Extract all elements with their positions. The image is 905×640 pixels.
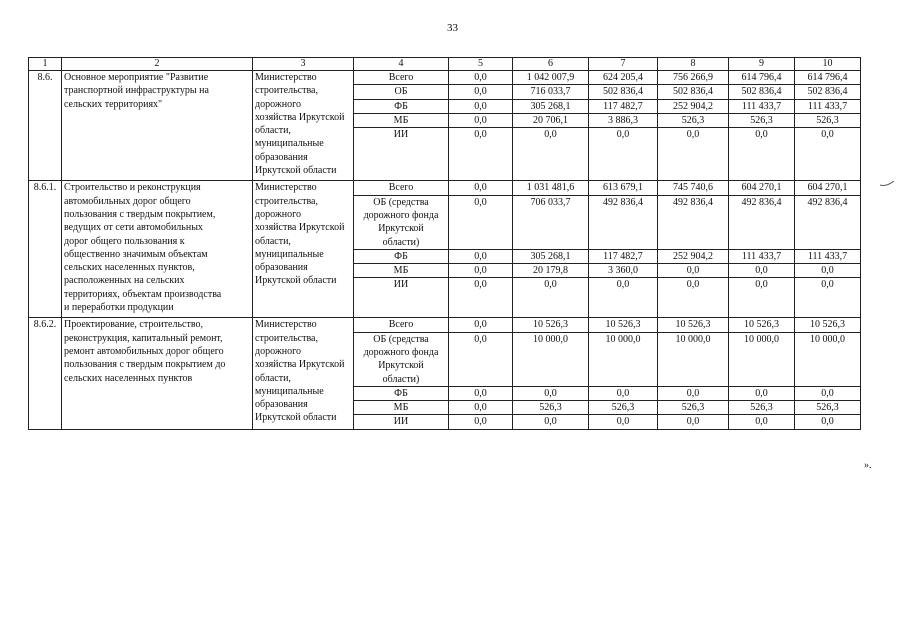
executor-line: образования <box>255 262 308 274</box>
funding-source-line: ИИ <box>393 279 409 291</box>
funding-source-line: дорожного фонда <box>363 346 439 358</box>
amount-cell: 305 268,1 <box>513 99 589 113</box>
executor-line: муниципальные <box>255 138 324 150</box>
amount-cell: 1 042 007,9 <box>513 71 589 85</box>
executor-line: Министерство <box>255 319 317 331</box>
description-line: дорог общего пользования к <box>64 235 185 247</box>
amount-cell: 0,0 <box>658 278 729 318</box>
amount-cell: 111 433,7 <box>795 99 861 113</box>
amount-cell: 0,0 <box>658 128 729 181</box>
amount-cell: 526,3 <box>658 113 729 127</box>
amount-cell: 0,0 <box>449 99 513 113</box>
column-number: 10 <box>795 58 861 71</box>
funding-source-line: ФБ <box>394 250 408 262</box>
funding-source-line: области) <box>382 373 420 385</box>
funding-source <box>354 318 449 332</box>
executor-line: Министерство <box>255 182 317 194</box>
funding-source-line: МБ <box>393 402 409 414</box>
amount-cell: 614 796,4 <box>795 71 861 85</box>
executor-line: хозяйства Иркутской <box>255 111 345 123</box>
amount-cell: 0,0 <box>449 278 513 318</box>
funding-source <box>354 415 449 429</box>
column-number: 2 <box>62 58 253 71</box>
amount-cell: 10 526,3 <box>658 318 729 332</box>
amount-cell: 492 836,4 <box>729 195 795 249</box>
description-line: пользования с твердым покрытием до <box>64 359 226 371</box>
amount-cell: 0,0 <box>589 278 658 318</box>
amount-cell: 526,3 <box>795 113 861 127</box>
amount-cell: 502 836,4 <box>658 85 729 99</box>
amount-cell: 0,0 <box>795 386 861 400</box>
amount-cell: 0,0 <box>449 415 513 429</box>
item-number: 8.6.1. <box>29 181 62 318</box>
executor-line: Иркутской области <box>255 275 337 287</box>
amount-cell: 10 526,3 <box>513 318 589 332</box>
funding-source-line: МБ <box>393 114 409 126</box>
amount-cell: 0,0 <box>729 386 795 400</box>
amount-cell: 0,0 <box>449 386 513 400</box>
amount-cell: 0,0 <box>589 386 658 400</box>
description-line: Строительство и реконструкция <box>64 182 201 194</box>
amount-cell: 0,0 <box>449 71 513 85</box>
funding-source <box>354 71 449 85</box>
amount-cell: 492 836,4 <box>589 195 658 249</box>
executor-line: образования <box>255 151 308 163</box>
amount-cell: 10 526,3 <box>589 318 658 332</box>
executor-line: области, <box>255 125 291 137</box>
funding-source <box>354 99 449 113</box>
amount-cell: 526,3 <box>729 401 795 415</box>
amount-cell: 502 836,4 <box>729 85 795 99</box>
amount-cell: 0,0 <box>729 415 795 429</box>
amount-cell: 20 179,8 <box>513 264 589 278</box>
amount-cell: 10 000,0 <box>589 332 658 386</box>
amount-cell: 492 836,4 <box>658 195 729 249</box>
amount-cell: 0,0 <box>513 278 589 318</box>
column-number-row <box>29 58 861 71</box>
amount-cell: 0,0 <box>513 415 589 429</box>
executor-line: Министерство <box>255 72 317 83</box>
executor-line: области, <box>255 235 291 247</box>
amount-cell: 1 031 481,6 <box>513 181 589 195</box>
amount-cell: 252 904,2 <box>658 99 729 113</box>
funding-source-line: Всего <box>388 182 414 194</box>
amount-cell: 0,0 <box>658 264 729 278</box>
funding-source-line: ОБ (средства <box>373 196 429 208</box>
funding-source <box>354 128 449 181</box>
amount-cell: 10 526,3 <box>729 318 795 332</box>
item-description <box>62 71 253 181</box>
amount-cell: 0,0 <box>449 401 513 415</box>
funding-source-line: ФБ <box>394 387 408 399</box>
description-line: пользования с твердым покрытием, <box>64 208 216 220</box>
amount-cell: 0,0 <box>729 278 795 318</box>
description-line: территориях, объектам производства <box>64 288 222 300</box>
amount-cell: 0,0 <box>729 264 795 278</box>
description-line: общественно значимым объектам <box>64 248 208 260</box>
column-number: 9 <box>729 58 795 71</box>
amount-cell: 0,0 <box>795 264 861 278</box>
amount-cell: 502 836,4 <box>795 85 861 99</box>
responsible-executor <box>253 71 354 181</box>
description-line: транспортной инфраструктуры на <box>64 85 209 97</box>
amount-cell: 0,0 <box>513 128 589 181</box>
page-number: 33 <box>447 22 458 34</box>
executor-line: хозяйства Иркутской <box>255 222 345 234</box>
amount-cell: 0,0 <box>449 181 513 195</box>
executor-line: муниципальные <box>255 385 324 397</box>
amount-cell: 305 268,1 <box>513 249 589 263</box>
description-line: автомобильных дорог общего <box>64 195 191 207</box>
amount-cell: 0,0 <box>795 128 861 181</box>
amount-cell: 0,0 <box>449 85 513 99</box>
funding-source-line: ИИ <box>393 129 409 141</box>
amount-cell: 526,3 <box>658 401 729 415</box>
amount-cell: 614 796,4 <box>729 71 795 85</box>
executor-line: Иркутской области <box>255 165 337 177</box>
executor-line: строительства, <box>255 195 318 207</box>
executor-line: образования <box>255 399 308 411</box>
funding-source-line: МБ <box>393 265 409 277</box>
amount-cell: 0,0 <box>795 415 861 429</box>
amount-cell: 0,0 <box>795 278 861 318</box>
description-line: расположенных на сельских <box>64 275 185 287</box>
executor-line: строительства, <box>255 85 318 97</box>
funding-source <box>354 386 449 400</box>
funding-source <box>354 181 449 195</box>
amount-cell: 526,3 <box>729 113 795 127</box>
funding-source-line: ОБ <box>394 86 408 98</box>
amount-cell: 604 270,1 <box>795 181 861 195</box>
amount-cell: 0,0 <box>658 386 729 400</box>
amount-cell: 0,0 <box>449 249 513 263</box>
funding-source <box>354 249 449 263</box>
item-description <box>62 318 253 429</box>
amount-cell: 111 433,7 <box>729 249 795 263</box>
amount-cell: 526,3 <box>795 401 861 415</box>
amount-cell: 745 740,6 <box>658 181 729 195</box>
amount-cell: 0,0 <box>449 195 513 249</box>
closing-quote: ». <box>864 460 872 471</box>
funding-source <box>354 278 449 318</box>
amount-cell: 117 482,7 <box>589 249 658 263</box>
amount-cell: 10 000,0 <box>795 332 861 386</box>
description-line: ремонт автомобильных дорог общего <box>64 345 224 357</box>
funding-source <box>354 195 449 249</box>
amount-cell: 0,0 <box>513 386 589 400</box>
amount-cell: 10 000,0 <box>513 332 589 386</box>
amount-cell: 10 000,0 <box>658 332 729 386</box>
funding-source-line: ИИ <box>393 416 409 428</box>
amount-cell: 706 033,7 <box>513 195 589 249</box>
responsible-executor <box>253 318 354 429</box>
description-line: сельских населенных пунктов, <box>64 262 195 274</box>
executor-line: дорожного <box>255 208 301 220</box>
funding-source-line: ОБ (средства <box>373 333 429 345</box>
amount-cell: 716 033,7 <box>513 85 589 99</box>
executor-line: дорожного <box>255 98 301 110</box>
amount-cell: 3 360,0 <box>589 264 658 278</box>
item-number: 8.6. <box>29 71 62 181</box>
funding-source <box>354 113 449 127</box>
funding-source-line: Всего <box>388 319 414 331</box>
amount-cell: 0,0 <box>449 332 513 386</box>
table-row <box>29 71 861 85</box>
column-number: 1 <box>29 58 62 71</box>
amount-cell: 111 433,7 <box>795 249 861 263</box>
amount-cell: 0,0 <box>449 264 513 278</box>
executor-line: муниципальные <box>255 248 324 260</box>
funding-source <box>354 401 449 415</box>
amount-cell: 624 205,4 <box>589 71 658 85</box>
funding-source <box>354 85 449 99</box>
responsible-executor <box>253 181 354 318</box>
amount-cell: 0,0 <box>449 128 513 181</box>
amount-cell: 604 270,1 <box>729 181 795 195</box>
amount-cell: 492 836,4 <box>795 195 861 249</box>
executor-line: хозяйства Иркутской <box>255 359 345 371</box>
funding-source-line: Иркутской <box>378 360 424 372</box>
description-line: реконструкция, капитальный ремонт, <box>64 332 223 344</box>
funding-source <box>354 332 449 386</box>
column-number: 8 <box>658 58 729 71</box>
amount-cell: 0,0 <box>729 128 795 181</box>
funding-source-line: ФБ <box>394 100 408 112</box>
amount-cell: 0,0 <box>589 415 658 429</box>
amount-cell: 3 886,3 <box>589 113 658 127</box>
amount-cell: 111 433,7 <box>729 99 795 113</box>
funding-source-line: Всего <box>388 72 414 83</box>
item-number: 8.6.2. <box>29 318 62 429</box>
funding-source-line: области) <box>382 236 420 248</box>
table-row <box>29 181 861 195</box>
amount-cell: 526,3 <box>589 401 658 415</box>
executor-line: строительства, <box>255 332 318 344</box>
funding-source-line: дорожного фонда <box>363 209 439 221</box>
column-number: 5 <box>449 58 513 71</box>
description-line: сельских территориях" <box>64 98 163 110</box>
description-line: ведущих от сети автомобильных <box>64 222 203 234</box>
amount-cell: 526,3 <box>513 401 589 415</box>
column-number: 4 <box>354 58 449 71</box>
amount-cell: 10 526,3 <box>795 318 861 332</box>
funding-table <box>28 57 861 430</box>
description-line: сельских населенных пунктов <box>64 372 193 384</box>
funding-source-line: Иркутской <box>378 223 424 235</box>
amount-cell: 0,0 <box>589 128 658 181</box>
column-number: 6 <box>513 58 589 71</box>
funding-source <box>354 264 449 278</box>
amount-cell: 0,0 <box>449 113 513 127</box>
amount-cell: 20 706,1 <box>513 113 589 127</box>
amount-cell: 0,0 <box>449 318 513 332</box>
amount-cell: 613 679,1 <box>589 181 658 195</box>
pen-mark <box>880 181 894 187</box>
table-row <box>29 318 861 332</box>
column-number: 7 <box>589 58 658 71</box>
description-line: Основное мероприятие "Развитие <box>64 72 209 83</box>
amount-cell: 117 482,7 <box>589 99 658 113</box>
amount-cell: 10 000,0 <box>729 332 795 386</box>
column-number: 3 <box>253 58 354 71</box>
amount-cell: 0,0 <box>658 415 729 429</box>
item-description <box>62 181 253 318</box>
executor-line: Иркутской области <box>255 412 337 424</box>
executor-line: области, <box>255 372 291 384</box>
description-line: Проектирование, строительство, <box>64 319 204 331</box>
amount-cell: 502 836,4 <box>589 85 658 99</box>
executor-line: дорожного <box>255 345 301 357</box>
amount-cell: 756 266,9 <box>658 71 729 85</box>
description-line: и переработки продукции <box>64 302 174 314</box>
amount-cell: 252 904,2 <box>658 249 729 263</box>
